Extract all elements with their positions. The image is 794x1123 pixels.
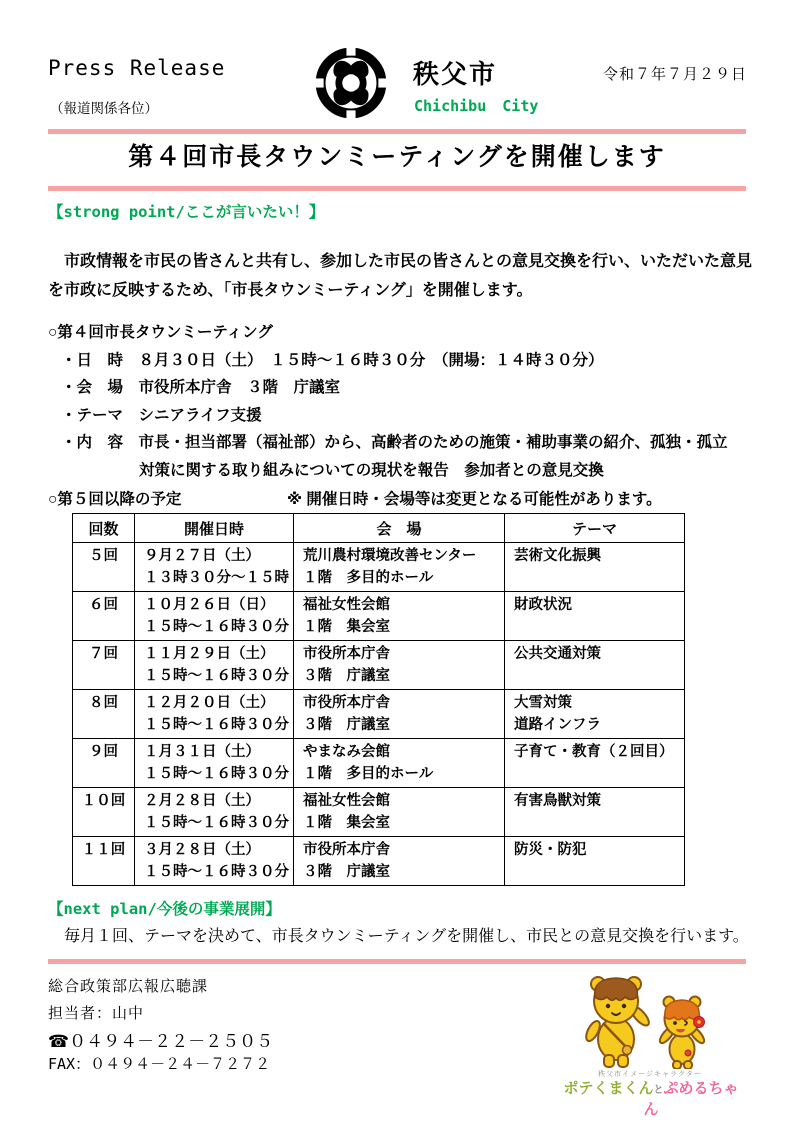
meeting-detail-content: ・内 容 市長・担当部署（福祉部）から、高齢者のための施策・補助事業の紹介、孤独・孤立 xyxy=(61,434,728,452)
cell-venue: 荒川農村環境改善センター １階 多目的ホール xyxy=(294,543,505,592)
table-row xyxy=(73,739,685,788)
cell-venue: 福祉女性会館 １階 集会室 xyxy=(294,788,505,837)
cell-venue: 市役所本庁舎 ３階 庁議室 xyxy=(294,837,505,886)
strong-point-paragraph xyxy=(48,248,758,305)
cell-no: ９回 xyxy=(73,739,135,788)
cell-theme: 財政状況 xyxy=(505,592,685,641)
col-header-no: 回数 xyxy=(73,514,135,543)
meeting4-details xyxy=(61,347,728,484)
cell-theme: 大雪対策 道路インフラ xyxy=(505,690,685,739)
cell-no: ７回 xyxy=(73,641,135,690)
cell-date: ９月２７日（土） １３時３０分～１５時 xyxy=(135,543,294,592)
contact-person: 担当者：山中 xyxy=(48,1005,145,1022)
meeting-detail-content-cont: 対策に関する取り組みについての現状を報告 参加者との意見交換 xyxy=(139,461,604,479)
cell-theme: 芸術文化振興 xyxy=(505,543,685,592)
press-release-label: Press Release xyxy=(48,56,226,80)
mascot-illustration xyxy=(573,973,723,1074)
cell-date: ３月２８日（土） １５時～１６時３０分 xyxy=(135,837,294,886)
press-audience: （報道関係各位） xyxy=(50,101,158,116)
release-date: 令和７年７月２９日 xyxy=(603,66,748,83)
cell-no: ５回 xyxy=(73,543,135,592)
meeting-detail-date: ・日 時 ８月３０日（土） １５時～１６時３０分 （開場：１４時３０分） xyxy=(61,352,604,369)
table-row xyxy=(73,592,685,641)
mascot-caption xyxy=(556,1077,746,1119)
table-row xyxy=(73,641,685,690)
cell-no: ８回 xyxy=(73,690,135,739)
city-name: 秩父市 xyxy=(413,59,498,89)
table-row xyxy=(73,543,685,592)
department-name: 総合政策部広報広聴課 xyxy=(48,978,209,995)
schedule-note: ※ 開催日時・会場等は変更となる可能性があります。 xyxy=(287,491,662,508)
divider-line-under-title xyxy=(48,186,746,191)
cell-no: １０回 xyxy=(73,788,135,837)
col-header-venue: 会 場 xyxy=(294,514,505,543)
mascot-conjunction: と xyxy=(653,1085,664,1096)
paragraph-line: を市政に反映するため、「市長タウンミーティング」を開催します。 xyxy=(48,281,533,299)
meeting-detail-venue: ・会 場 市役所本庁舎 ３階 庁議室 xyxy=(61,379,341,397)
cell-theme: 防災・防犯 xyxy=(505,837,685,886)
chichibu-city-emblem-icon xyxy=(312,45,390,126)
table-header-row xyxy=(73,514,685,543)
col-header-date: 開催日時 xyxy=(135,514,294,543)
cell-date: １月３１日（土） １５時～１６時３０分 xyxy=(135,739,294,788)
cell-venue: 福祉女性会館 １階 集会室 xyxy=(294,592,505,641)
cell-no: ６回 xyxy=(73,592,135,641)
next-plan-body: 毎月１回、テーマを決めて、市長タウンミーティングを開催し、市民との意見交換を行います。 xyxy=(48,928,749,945)
page-title: 第４回市長タウンミーティングを開催します xyxy=(128,143,666,171)
mascot-name-2: ぷめるちゃん xyxy=(643,1080,739,1118)
strong-point-heading: 【strong point/ここが言いたい！】 xyxy=(48,203,325,221)
table-row xyxy=(73,690,685,739)
table-row xyxy=(73,837,685,886)
col-header-theme: テーマ xyxy=(505,514,685,543)
fax-number: FAX：０４９４－２４－７２７２ xyxy=(48,1055,271,1073)
mascot-caption-small: 秩父市イメージキャラクター xyxy=(598,1071,702,1078)
mascot-name-1: ポテくまくん xyxy=(563,1080,654,1097)
phone-number: ☎０４９４－２２－２５０５ xyxy=(48,1032,274,1051)
cell-theme: 公共交通対策 xyxy=(505,641,685,690)
cell-date: １０月２６日（日） １５時～１６時３０分 xyxy=(135,592,294,641)
city-name-en: Chichibu City xyxy=(414,97,539,115)
divider-line-top xyxy=(48,129,746,134)
cell-date: １１月２９日（土） １５時～１６時３０分 xyxy=(135,641,294,690)
meeting-detail-theme: ・テーマ シニアライフ支援 xyxy=(61,406,262,424)
cell-venue: やまなみ会館 １階 多目的ホール xyxy=(294,739,505,788)
cell-no: １１回 xyxy=(73,837,135,886)
divider-line-footer xyxy=(48,959,746,964)
schedule-heading: ○第５回以降の予定 xyxy=(48,491,182,508)
cell-date: ２月２８日（土） １５時～１６時３０分 xyxy=(135,788,294,837)
cell-date: １２月２０日（土） １５時～１６時３０分 xyxy=(135,690,294,739)
meeting4-heading: ○第４回市長タウンミーティング xyxy=(48,324,273,341)
next-plan-heading: 【next plan/今後の事業展開】 xyxy=(48,900,281,918)
schedule-table xyxy=(72,513,685,886)
paragraph-line: 市政情報を市民の皆さんと共有し、参加した市民の皆さんとの意見交換を行い、いただいた意見 xyxy=(48,253,753,270)
cell-venue: 市役所本庁舎 ３階 庁議室 xyxy=(294,690,505,739)
cell-venue: 市役所本庁舎 ３階 庁議室 xyxy=(294,641,505,690)
cell-theme: 子育て・教育（２回目） xyxy=(505,739,685,788)
table-row xyxy=(73,788,685,837)
cell-theme: 有害鳥獣対策 xyxy=(505,788,685,837)
